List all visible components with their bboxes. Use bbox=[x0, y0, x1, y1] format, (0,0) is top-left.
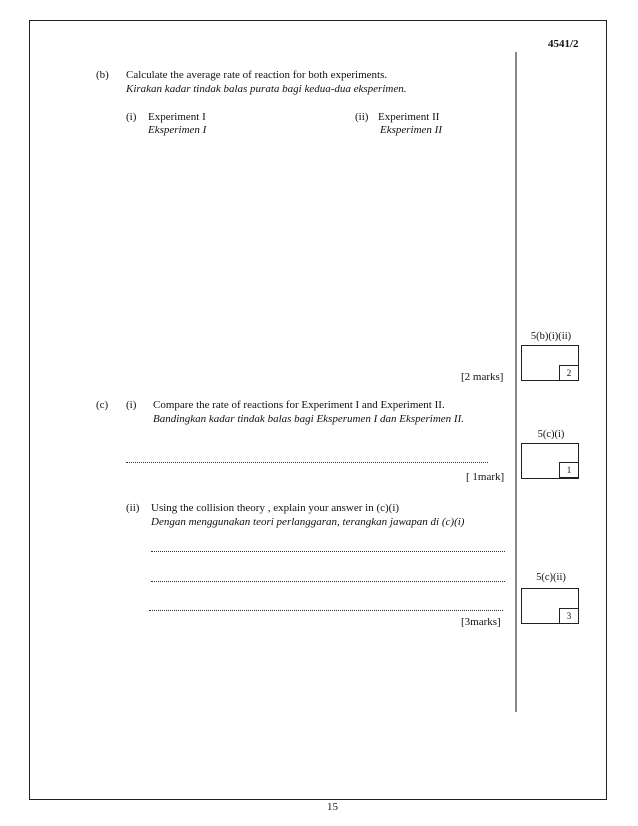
paper-code: 4541/2 bbox=[548, 38, 579, 50]
answer-line-c-ii-3[interactable] bbox=[149, 610, 503, 611]
part-b-sub-ii-label: (ii) bbox=[355, 111, 369, 123]
part-b-sub-ii-ms: Eksperimen II bbox=[380, 124, 443, 136]
part-c-sub-i-ms: Bandingkan kadar tindak balas bagi Eksperumen I dan Eksperimen II. bbox=[153, 413, 464, 425]
part-b-marks: [2 marks] bbox=[461, 371, 504, 383]
part-b-question-en: Calculate the average rate of reaction for both experiments. bbox=[126, 69, 388, 81]
answer-line-c-i[interactable] bbox=[126, 462, 488, 463]
part-c-sub-ii-label: (ii) bbox=[126, 502, 140, 514]
margin-line bbox=[515, 52, 517, 712]
part-b-score-cell: 2 bbox=[559, 365, 579, 381]
part-b-sub-i-ms: Eksperimen I bbox=[148, 124, 207, 136]
part-c-i-box-label: 5(c)(i) bbox=[537, 429, 565, 440]
part-b-sub-i-label: (i) bbox=[126, 111, 137, 123]
part-b-label: (b) bbox=[96, 69, 109, 81]
part-b-sub-i-en: Experiment I bbox=[148, 111, 206, 123]
part-c-ii-box-label: 5(c)(ii) bbox=[536, 572, 566, 583]
part-c-sub-ii-ms: Dengan menggunakan teori perlanggaran, terangkan jawapan di (c)(i) bbox=[151, 516, 465, 528]
part-b-question-ms: Kirakan kadar tindak balas purata bagi kedua-dua eksperimen. bbox=[126, 83, 407, 95]
part-c-sub-ii-en: Using the collision theory , explain your answer in (c)(i) bbox=[151, 502, 400, 514]
part-b-box-label: 5(b)(i)(ii) bbox=[530, 331, 572, 342]
page-number: 15 bbox=[327, 801, 338, 813]
part-c-sub-i-marks: [ 1mark] bbox=[466, 471, 505, 483]
part-c-sub-i-en: Compare the rate of reactions for Experiment I and Experiment II. bbox=[153, 399, 445, 411]
part-c-sub-ii-marks: [3marks] bbox=[461, 616, 501, 628]
answer-line-c-ii-1[interactable] bbox=[151, 551, 505, 552]
part-c-ii-score-cell: 3 bbox=[559, 608, 579, 624]
part-c-label: (c) bbox=[96, 399, 109, 411]
part-c-i-score-cell: 1 bbox=[559, 462, 579, 478]
answer-line-c-ii-2[interactable] bbox=[151, 581, 505, 582]
part-b-sub-ii-en: Experiment II bbox=[378, 111, 440, 123]
part-c-sub-i-label: (i) bbox=[126, 399, 137, 411]
